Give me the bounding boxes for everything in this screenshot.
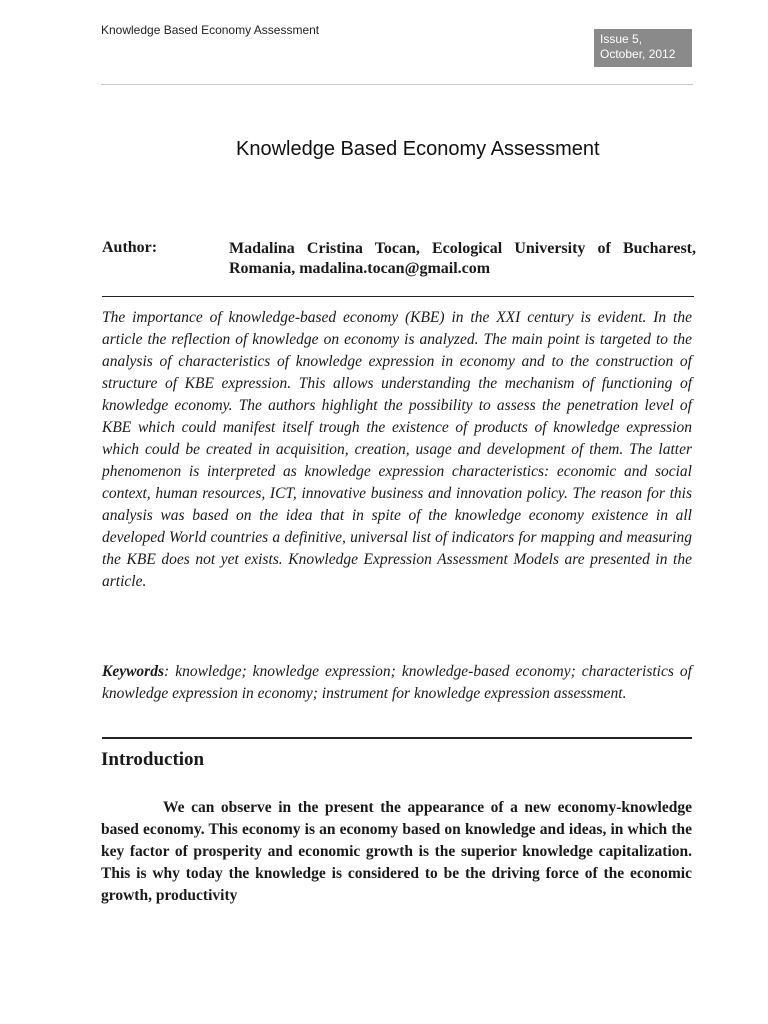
article-title: Knowledge Based Economy Assessment [236,138,600,160]
issue-number: Issue 5, [600,32,643,46]
running-header-title: Knowledge Based Economy Assessment [101,23,320,37]
keywords-list: : knowledge; knowledge expression; knowledge-based economy; characteristics of knowledge expression in economy; instrument for knowledge expression assessment. [102,663,692,702]
abstract-bottom-divider [102,737,692,739]
issue-badge [594,29,692,67]
section-heading-introduction: Introduction [101,749,205,770]
introduction-paragraph: We can observe in the present the appearance of a new economy-knowledge based economy. This economy is an economy based on knowledge and ideas, in which the key factor of prosperity and economic growth is the superior knowledge capitalization. This is why today the knowledge is considered to be the driving force of the economic growth, productivity [101,799,692,904]
author-affiliation: Madalina Cristina Tocan, Ecological University of Bucharest, Romania, madalina.tocan@gmail.com [229,240,696,277]
abstract-top-divider [102,296,694,297]
abstract-text: The importance of knowledge-based economy (KBE) in the XXI century is evident. In the article the reflection of knowledge on economy is analyzed. The main point is targeted to the analysis of characteristics of knowledge expression in economy and to the construction of structure of KBE expression. This allows understanding the mechanism of functioning of knowledge economy. The authors highlight the possibility to assess the penetration level of KBE which could manifest itself trough the existence of products of knowledge expression which could be created in acquisition, creation, usage and development of them. The latter phenomenon is interpreted as knowledge expression characteristics: economic and social context, human resources, ICT, innovative business and innovation policy. The reason for this analysis was based on the idea that in spite of the knowledge economy existence in all developed World countries a definitive, universal list of indicators for mapping and measuring the KBE does not yet exists. Knowledge Expression Assessment Models are presented in the article. [102,309,692,590]
issue-date: October, 2012 [600,47,676,61]
keywords-label: Keywords [102,663,164,680]
author-label: Author: [102,239,158,256]
keywords-block [102,661,692,705]
header-divider [101,84,693,85]
